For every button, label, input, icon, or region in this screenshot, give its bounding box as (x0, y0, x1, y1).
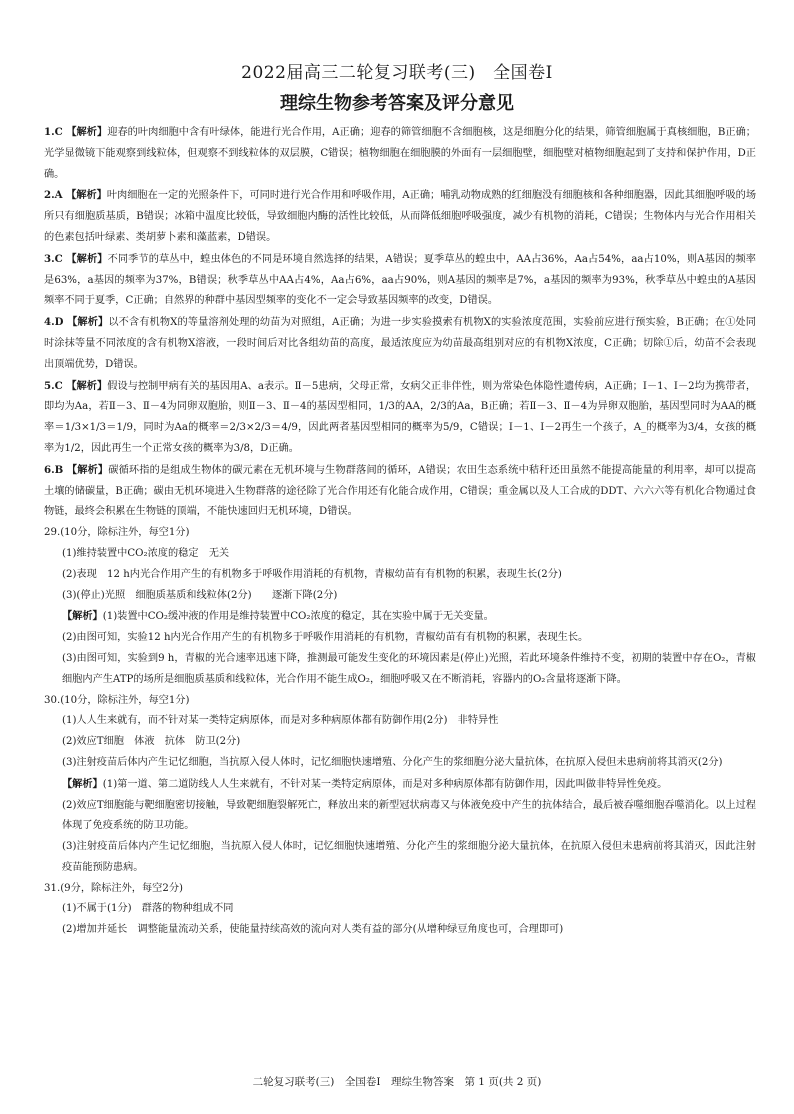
answer-q1 (44, 122, 756, 185)
answer-label: 1.C 【解析】 (44, 126, 108, 138)
answer-text: 迎春的叶肉细胞中含有叶绿体，能进行光合作用，A正确；迎春的筛管细胞不含细胞核，这是细胞分化的结果，筛管细胞属于真核细胞，B正确；光学显微镜下能观察到线粒体，但观察不到线粒体的双层膜，C错误；植物细胞在细胞膜的外面有一层细胞壁，细胞壁对植物细胞起到了支持和保护作用，D正确。 (44, 127, 756, 180)
q30-explain-2: (2)效应T细胞能与靶细胞密切接触，导致靶细胞裂解死亡，释放出来的新型冠状病毒又与体液免疫中产生的抗体结合，最后被吞噬细胞吞噬消化。以上过程体现了免疫系统的防卫功能。 (62, 799, 756, 832)
q31-heading: 31.(9分，除标注外，每空2分) (44, 882, 183, 894)
answer-q4 (44, 312, 756, 375)
q30-explain-3: (3)注射疫苗后体内产生记忆细胞，当抗原入侵人体时，记忆细胞快速增殖、分化产生的浆细胞分泌大量抗体，在抗原入侵但未患病前将其消灭，因此注射疫苗能预防患病。 (62, 841, 756, 873)
q31-answer-2: (2)增加并延长 调整能量流动关系，使能量持续高效的流向对人类有益的部分(从增种绿豆角度也可，合理即可) (62, 924, 564, 936)
answer-text: 以不含有机物X的等量溶剂处理的幼苗为对照组，A正确；为进一步实验摸索有机物X的实验浓度范围，实验前应进行预实验，B正确；在①处同时涂抹等量不同浓度的含有机物X溶液，一段时间后对比各组幼苗的高度，最适浓度应为幼苗最高组别对应的有机物X浓度，C正确；切除①后，幼苗不会表现出顶端优势，D错误。 (44, 317, 756, 370)
q29-explain-1 (44, 606, 756, 628)
q30-answer-3: (3)注射疫苗后体内产生记忆细胞，当抗原入侵人体时，记忆细胞快速增殖、分化产生的浆细胞分泌大量抗体，在抗原入侵但未患病前将其消灭(2分) (62, 756, 723, 768)
explain-text: (1)第一道、第二道防线人人生来就有，不针对某一类特定病原体，而是对多种病原体都有防御作用，因此叫做非特异性免疫。 (102, 778, 668, 790)
answer-label: 2.A 【解析】 (44, 189, 107, 202)
q31-answer-1: (1)不属于(1分) 群落的物种组成不同 (62, 903, 234, 915)
q29-answer-2: (2)表现 12 h内光合作用产生的有机物多于呼吸作用消耗的有机物，青椒幼苗有有机物的积累，表现生长(2分) (62, 568, 562, 580)
q30-answer-2: (2)效应T细胞 体液 抗体 防卫(2分) (62, 736, 241, 748)
answer-label: 6.B 【解析】 (44, 463, 109, 476)
q29-explain-3: (3)由图可知，实验到9 h，青椒的光合速率迅速下降，推测最可能发生变化的环境因素是(停止)光照，若此环境条件维持不变，初期的装置中存在O₂，青椒细胞内产生ATP的场所是细胞质基质和线粒体，光合作用不能生成O₂，细胞呼吸又在不断消耗，容器内的O₂含量将逐渐下降。 (62, 652, 756, 685)
q30-heading: 30.(10分，除标注外，每空1分) (44, 694, 190, 706)
q29-explain-2: (2)由图可知，实验12 h内光合作用产生的有机物多于呼吸作用消耗的有机物，青椒幼苗有有机物的积累，表现生长。 (62, 632, 589, 644)
answer-text: 假设与控制甲病有关的基因用A、a表示。Ⅱ－5患病，父母正常，女病父正非伴性，则为常染色体隐性遗传病，A正确；Ⅰ－1、Ⅰ－2均为携带者，即均为Aa，若Ⅱ－3、Ⅱ－4为同卵双胞胎，则Ⅱ－3、Ⅱ－4的基因型相同，1/3的AA，2/3的Aa，B正确；若Ⅱ－3、Ⅱ－4为异卵双胞胎，基因型同时为AA的概率＝1/3×1/3＝1/9，同时为Aa的概率＝2/3×2/3＝4/9，因此两者基因型相同的概率为5/9，C错误；Ⅰ－1、Ⅰ－2再生一个孩子，A_的概率为3/4，女孩的概率为1/2，因此再生一个正常女孩的概率为3/8，D正确。 (44, 380, 757, 454)
answer-content (44, 122, 756, 941)
answer-text: 叶肉细胞在一定的光照条件下，可同时进行光合作用和呼吸作用，A正确；哺乳动物成熟的红细胞没有细胞核和各种细胞器，因此其细胞呼吸的场所只有细胞质基质，B错误；冰箱中温度比较低，导致细胞内酶的活性比较低，从而降低细胞呼吸强度，减少有机物的消耗，C错误；生物体内与光合作用相关的色素包括叶绿素、类胡萝卜素和藻蓝素，D错误。 (44, 190, 757, 243)
answer-label: 5.C 【解析】 (44, 379, 108, 392)
q29-answer-3: (3)(停止)光照 细胞质基质和线粒体(2分) 逐渐下降(2分) (62, 589, 338, 601)
answer-label: 4.D 【解析】 (44, 316, 109, 329)
answer-q2 (44, 185, 756, 248)
page-title: 2022届高三二轮复习联考(三) 全国卷Ⅰ (241, 63, 553, 83)
answer-text: 碳循环指的是组成生物体的碳元素在无机环境与生物群落间的循环，A错误；农田生态系统中秸秆还田虽然不能提高能量的利用率，却可以提高土壤的储碳量，B正确；碳由无机环境进入生物群落的途径除了光合作用还有化能合成作用，C错误；重金属以及人工合成的DDT、六六六等有机化合物通过食物链，最终会积累在生物链的顶端，不能快速回归无机环境，D错误。 (44, 464, 756, 518)
explain-label: 【解析】 (62, 777, 103, 790)
answer-text: 不同季节的草丛中，蝗虫体色的不同是环境自然选择的结果，A错误；夏季草丛的蝗虫中，AA占36%，Aa占54%，aa占10%，则A基因的频率是63%，a基因的频率为37%，B错误；秋季草丛中AA占4%，Aa占6%，aa占90%，则A基因的频率是7%，a基因的频率为93%，秋季草丛中蝗虫的A基因频率不同于夏季，C正确；自然界的种群中基因型频率的变化不一定会导致基因频率的改变，D错误。 (44, 253, 756, 307)
answer-label: 3.C 【解析】 (44, 252, 108, 265)
q30-answer-1: (1)人人生来就有，而不针对某一类特定病原体，而是对多种病原体都有防御作用(2分) 非特异性 (62, 715, 499, 727)
explain-text: (1)装置中CO₂缓冲液的作用是维持装置中CO₂浓度的稳定，其在实验中属于无关变量。 (102, 611, 494, 623)
page-subtitle: 理综生物参考答案及评分意见 (280, 93, 514, 114)
q29-heading: 29.(10分，除标注外，每空1分) (44, 527, 190, 539)
answer-q6 (44, 460, 756, 523)
answer-q3 (44, 249, 756, 312)
explain-label: 【解析】 (62, 610, 103, 623)
q30-explain-1 (44, 774, 756, 796)
page-footer: 二轮复习联考(三) 全国卷Ⅰ 理综生物答案 第 1 页(共 2 页) (252, 1076, 542, 1088)
q29-answer-1: (1)维持装置中CO₂浓度的稳定 无关 (62, 547, 230, 559)
answer-q5 (44, 376, 756, 460)
